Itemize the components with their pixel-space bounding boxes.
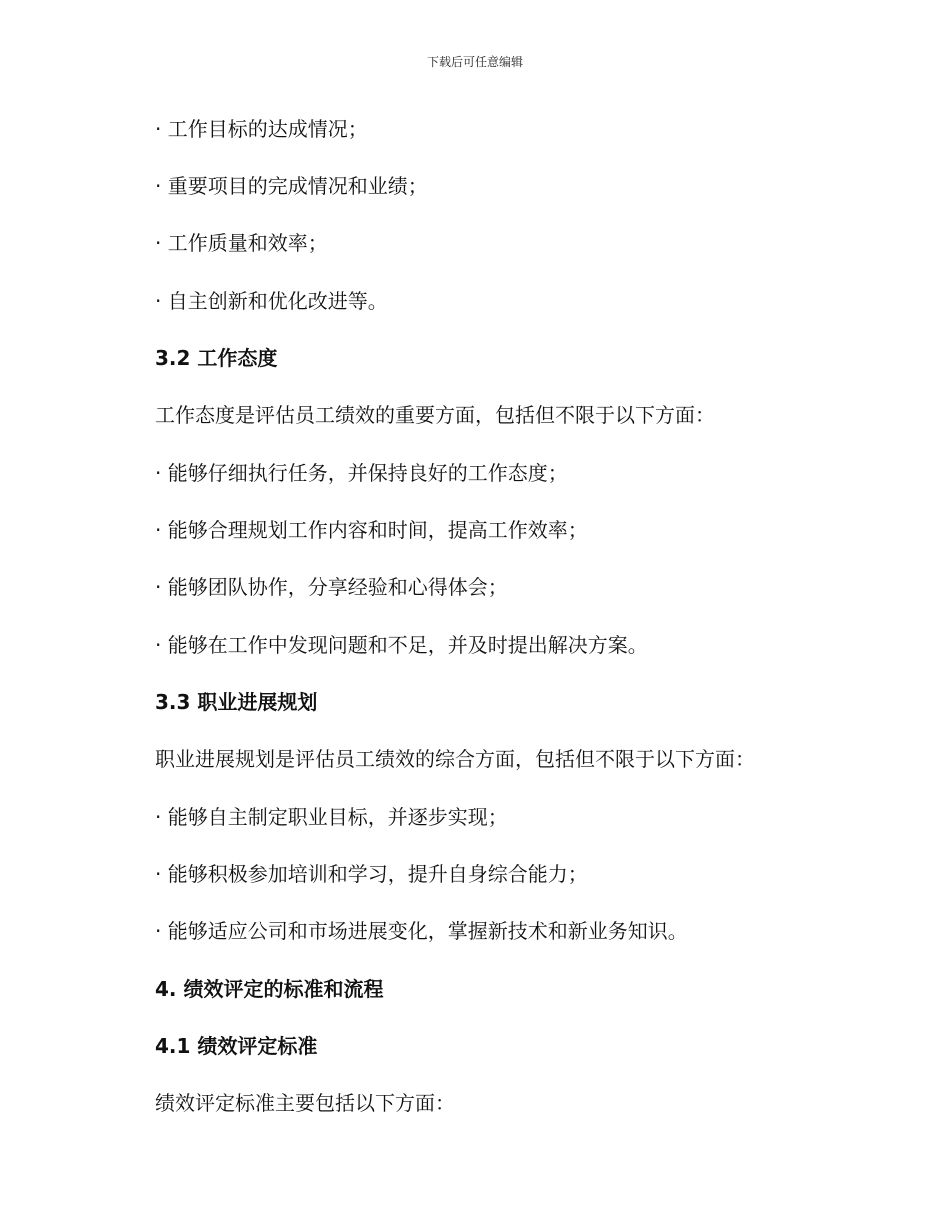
page-header: 下载后可任意编辑 — [426, 55, 523, 69]
section-heading: 3.2 工作态度 — [155, 346, 278, 370]
bullet-item: · 重要项目的完成情况和业绩； — [155, 174, 428, 198]
subsection-heading: 4.1 绩效评定标准 — [155, 1034, 318, 1058]
bullet-item: · 工作质量和效率； — [155, 231, 328, 255]
bullet-item: · 能够适应公司和市场进展变化，掌握新技术和新业务知识。 — [155, 919, 688, 943]
paragraph: 工作态度是评估员工绩效的重要方面，包括但不限于以下方面： — [155, 403, 715, 427]
bullet-item: · 能够在工作中发现问题和不足，并及时提出解决方案。 — [155, 633, 648, 657]
bullet-item: · 工作目标的达成情况； — [155, 117, 368, 141]
bullet-item: · 能够合理规划工作内容和时间，提高工作效率； — [155, 518, 588, 542]
bullet-item: · 能够团队协作，分享经验和心得体会； — [155, 575, 508, 599]
bullet-item: · 能够积极参加培训和学习，提升自身综合能力； — [155, 862, 588, 886]
bullet-item: · 能够自主制定职业目标，并逐步实现； — [155, 805, 508, 829]
section-heading: 3.3 职业进展规划 — [155, 690, 318, 714]
paragraph: 绩效评定标准主要包括以下方面： — [155, 1091, 455, 1115]
bullet-item: · 自主创新和优化改进等。 — [155, 289, 388, 313]
bullet-item: · 能够仔细执行任务，并保持良好的工作态度； — [155, 461, 568, 485]
section-heading: 4. 绩效评定的标准和流程 — [155, 977, 384, 1001]
paragraph: 职业进展规划是评估员工绩效的综合方面，包括但不限于以下方面： — [155, 747, 755, 771]
